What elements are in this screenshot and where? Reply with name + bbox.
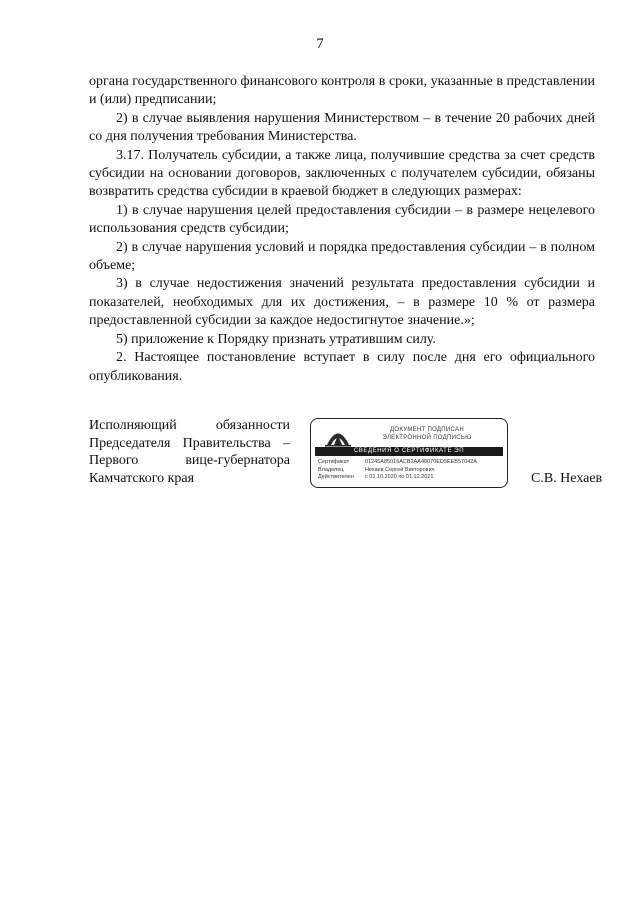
coat-of-arms-icon: [323, 425, 353, 447]
electronic-signature-stamp: [310, 418, 508, 488]
signer-line: Камчатского края: [89, 470, 195, 486]
paragraph: 2. Настоящее постановление вступает в силу после дня его официального опубликования.: [89, 350, 595, 384]
stamp-header-line: ДОКУМЕНТ ПОДПИСАН: [390, 427, 464, 433]
paragraph: 1) в случае нарушения целей предоставления субсидии – в размере нецелевого использования средств субсидии;: [89, 202, 595, 237]
signer-line: Первого вице-губернатора: [89, 453, 290, 469]
stamp-row-label: Сертификат: [318, 459, 350, 465]
stamp-row-value: 01245A85016ACB2AA48070ED5EEB57042A: [365, 459, 477, 465]
stamp-header-line: ЭЛЕКТРОННОЙ ПОДПИСЬЮ: [382, 435, 472, 441]
paragraph: 3) в случае недостижения значений результата предоставления субсидии и показателей, необходимых для их достижения, – в размере 10 % от размера предоставленной субсидии за каждое недостигнутое значение.»;: [89, 276, 595, 329]
stamp-certificate-bar: СВЕДЕНИЯ О СЕРТИФИКАТЕ ЭП: [315, 447, 503, 456]
stamp-row-certificate: [318, 459, 501, 467]
paragraph: 2) в случае выявления нарушения Министерством – в течение 20 рабочих дней со дня получения требования Министерства.: [89, 110, 595, 145]
signatory-name: С.В. Нехаев: [531, 471, 603, 486]
paragraph: 5) приложение к Порядку признать утратившим силу.: [116, 331, 436, 347]
stamp-details: [318, 459, 501, 482]
signer-line: Исполняющий обязанности: [89, 418, 290, 433]
stamp-row-label: Действителен: [318, 474, 354, 481]
stamp-row-value: с 01.10.2020 по 01.12.2021: [365, 474, 434, 481]
document-body: [89, 73, 595, 386]
signer-line: Председателя Правительства –: [89, 435, 290, 451]
page-number: 7: [316, 36, 324, 52]
paragraph: органа государственного финансового контроля в сроки, указанные в представлении и (или) предписании;: [89, 74, 595, 108]
paragraph: 3.17. Получатель субсидии, а также лица, получившие средства за счет средств субсидии на основании договоров, заключенных с получателем субсидии, обязаны возвратить средства субсидии в краевой бюджет в следующих размерах:: [89, 147, 595, 200]
stamp-row-validity: [318, 474, 501, 482]
signer-position: [89, 417, 290, 487]
stamp-header: [355, 426, 499, 442]
stamp-row-value: Нехаев Сергей Викторович: [365, 466, 435, 473]
stamp-row-label: Владелец: [318, 466, 344, 473]
paragraph: 2) в случае нарушения условий и порядка предоставления субсидии – в полном объеме;: [89, 239, 595, 274]
